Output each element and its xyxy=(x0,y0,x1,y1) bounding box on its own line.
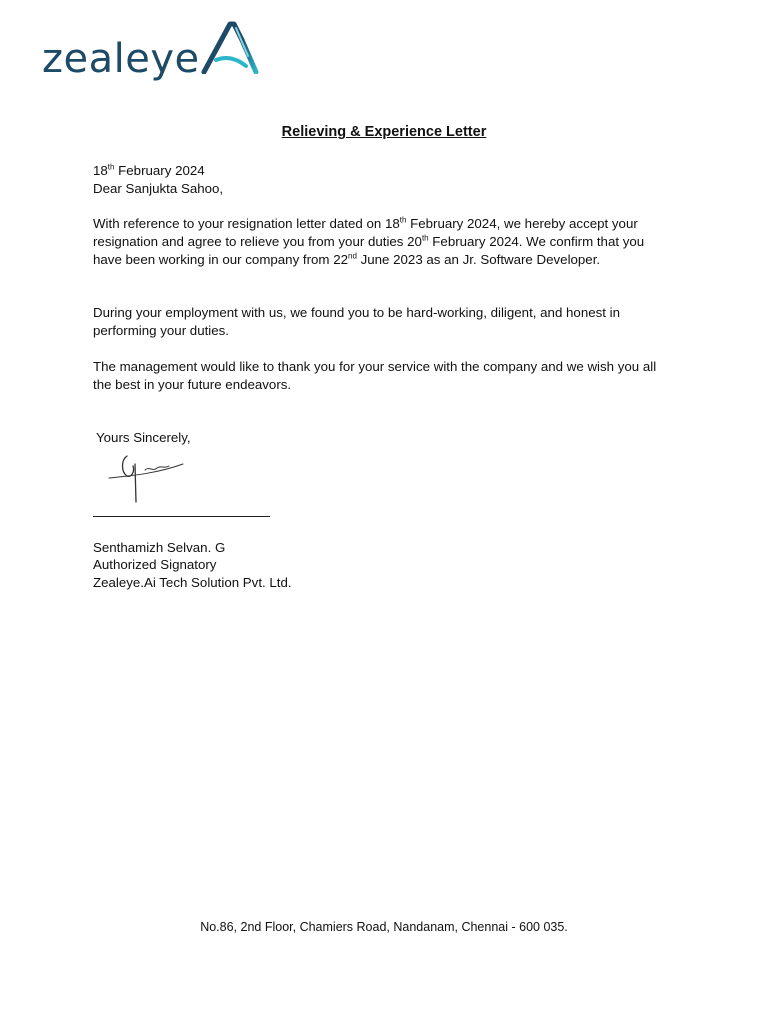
paragraph-resignation: With reference to your resignation letter dated on 18th February 2024, we hereby accept your resignation and agree to relieve you from your duties 20th February 2024. We confirm that you have been working in our company from 22nd June 2023 as an Jr. Software Developer. xyxy=(93,215,645,267)
closing: Yours Sincerely, xyxy=(96,430,191,445)
company-logo xyxy=(42,26,262,82)
signatory-name: Senthamizh Selvan. G xyxy=(93,540,226,555)
paragraph-employment: During your employment with us, we found you to be hard-working, diligent, and honest in performing your duties. xyxy=(93,305,620,338)
signatory-company: Zealeye.Ai Tech Solution Pvt. Ltd. xyxy=(93,575,292,590)
letter-title: Relieving & Experience Letter xyxy=(281,124,487,140)
logo-wordmark: zealeye xyxy=(42,36,200,82)
paragraph-thanks: The management would like to thank you for your service with the company and we wish you all the best in your future endeavors. xyxy=(93,359,657,392)
signature-image xyxy=(105,450,190,506)
salutation: Dear Sanjukta Sahoo, xyxy=(93,181,224,196)
signatory-title: Authorized Signatory xyxy=(93,557,217,572)
logo-a-mark-icon xyxy=(200,20,262,74)
footer-address: No.86, 2nd Floor, Chamiers Road, Nandanam, Chennai - 600 035. xyxy=(200,920,568,934)
signature-line xyxy=(93,516,270,517)
letter-date: 18th February 2024 xyxy=(93,162,205,178)
